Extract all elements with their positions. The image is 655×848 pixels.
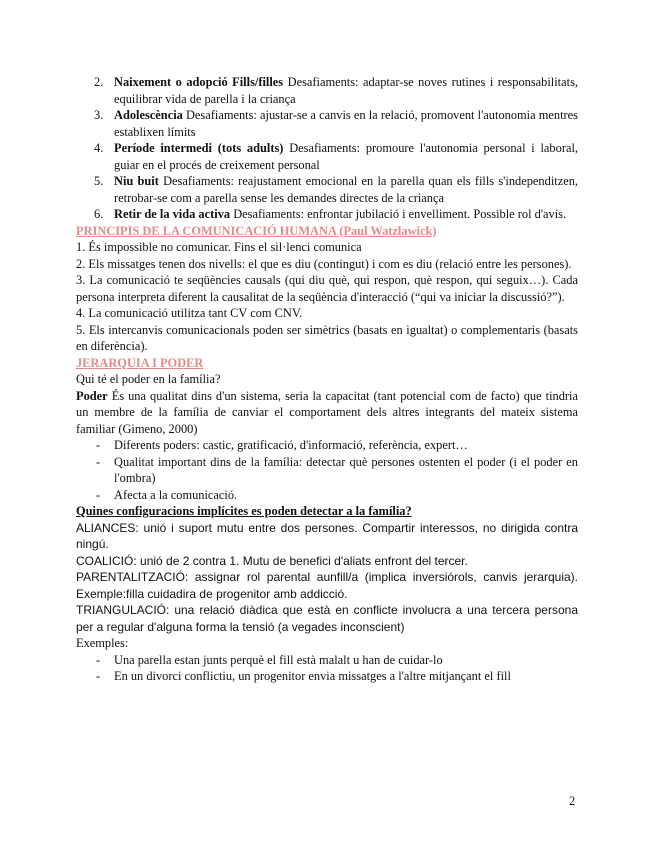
- stage-title: Retir de la vida activa: [114, 207, 231, 221]
- stage-number: 2.: [94, 75, 104, 89]
- stage-number: 4.: [94, 141, 104, 155]
- principle-item: 4. La comunicació utilitza tant CV com CNV.: [76, 306, 303, 320]
- principle-item: 2. Els missatges tenen dos nivells: el que es diu (contingut) i com es diu (relació entre les persones).: [76, 256, 572, 271]
- stage-text: Desafiaments: ajustar-se a canvis en la relació, promovent l'autonomia mentres establixen límits: [114, 108, 578, 139]
- stage-item-6: [76, 206, 578, 223]
- stage-title: Niu buit: [114, 174, 159, 188]
- principles-heading: PRINCIPIS DE LA COMUNICACIÓ HUMANA (Paul Watzlawick): [76, 223, 437, 238]
- examples-label: Exemples:: [76, 636, 129, 650]
- list-item: - Diferents poders: castic, gratificació, d'informació, referència, expert…: [76, 437, 578, 454]
- alliances-paragraph: ALIANCES: unió i suport mutu entre dos persones. Compartir interessos, no dirigida contra ningú.: [76, 520, 578, 551]
- document-body: [76, 74, 578, 685]
- page-number: 2: [569, 794, 576, 808]
- bullet-dash: -: [96, 652, 101, 667]
- bullet-dash: -: [96, 669, 101, 683]
- power-term: Poder: [76, 388, 108, 403]
- list-item: - En un divorci conflictiu, un progenitor envia missatges a l'altre mitjançant el fill: [76, 668, 578, 685]
- stage-title: Adolescència: [114, 108, 183, 122]
- stage-text: Desafiaments: reajustament emocional en la parella quan els fills s'independitzen, retrobar-se com a parella sense les demandes directes de la criança: [114, 174, 578, 205]
- stage-title: Període intermedi (tots adults): [114, 141, 284, 155]
- bullet-dash: -: [96, 438, 101, 452]
- stage-number: 5.: [94, 174, 104, 188]
- configurations-heading: Quines configuracions implícites es poden detectar a la família?: [76, 504, 412, 518]
- stage-item-3: [76, 107, 578, 140]
- list-item: - Una parella estan junts perquè el fill està malalt u han de cuidar-lo: [76, 652, 578, 669]
- list-item: - Qualitat important dins de la família: detectar què persones ostenten el poder (i el poder en l'ombra): [76, 454, 578, 487]
- stage-item-4: [76, 140, 578, 173]
- stage-item-5: [76, 173, 578, 206]
- power-question: Qui té el poder en la família?: [76, 372, 221, 386]
- stage-title: Naixement o adopció Fills/filles: [114, 75, 284, 89]
- list-item: - Afecta a la comunicació.: [76, 487, 578, 504]
- stage-item-2: [76, 74, 578, 107]
- stage-number: 6.: [94, 207, 104, 221]
- bullet-dash: -: [96, 454, 101, 469]
- stage-text: Desafiaments: enfrontar jubilació i envelliment. Possible rol d'avis.: [230, 207, 567, 221]
- stage-text: Desafiaments: adaptar-se noves rutines i responsabilitats, equilibrar vida de parella i la criança: [114, 75, 578, 106]
- coalition-paragraph: COALICIÓ: unió de 2 contra 1. Mutu de benefici d'aliats enfront del tercer.: [76, 553, 468, 568]
- parentalization-paragraph: PARENTALITZACIÓ: assignar rol parental aunfill/a (implica inversiórols, canvis jerarquia). Exemple:filla cuidadira de progenitor amb addicció.: [76, 570, 578, 601]
- triangulation-paragraph: TRIANGULACIÓ: una relació diàdica que està en conflicte involucra a una tercera persona per a regular d'alguna forma la tensió (a vegades inconscient): [76, 603, 578, 634]
- stage-text: Desafiaments: promoure l'autonomia personal i laboral, guiar en el procés de creixement personal: [114, 141, 578, 172]
- power-heading: JERARQUIA I PODER: [76, 355, 204, 370]
- stage-number: 3.: [94, 108, 104, 122]
- bullet-dash: -: [96, 487, 101, 502]
- power-definition: Poder És una qualitat dins d'un sistema, seria la capacitat (tant potencial com de facto) que tindria un membre de la família de canviar el comportament dels altres integrants del mateix sistema familiar (Gimeno, 2000): [76, 388, 578, 436]
- principle-item: 5. Els intercanvis comunicacionals poden ser simètrics (basats en igualtat) o complementaris (basats en diferència).: [76, 322, 578, 353]
- principle-item: 3. La comunicació te seqüències causals (qui diu què, qui respon, què respon, qui seguix…). Cada persona interpreta diferent la causalitat de la seqüència d'interacció (“qui va iniciar la discussió?”).: [76, 273, 578, 304]
- principle-item: 1. És impossible no comunicar. Fins el sil·lenci comunica: [76, 240, 362, 254]
